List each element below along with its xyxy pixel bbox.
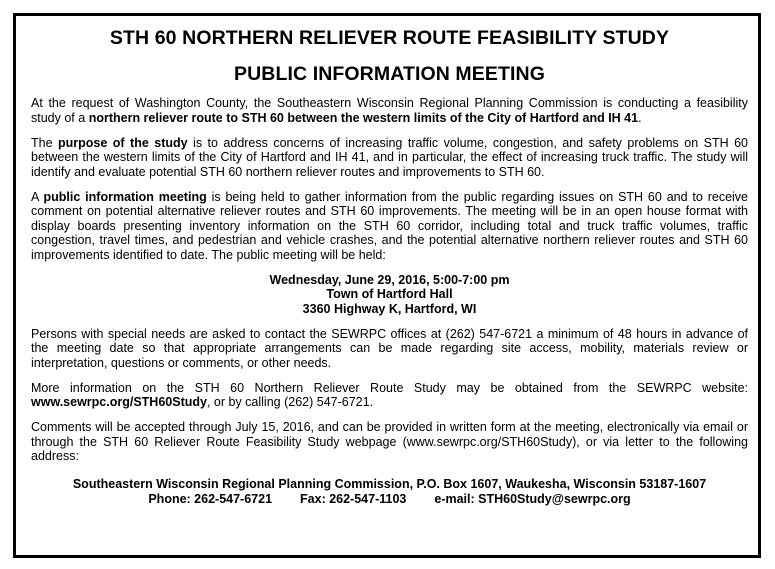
purpose-bold: purpose of the study [58, 135, 188, 150]
notice-subtitle: PUBLIC INFORMATION MEETING [234, 63, 545, 85]
meeting-address: 3360 Highway K, Hartford, WI [302, 301, 477, 316]
purpose-text-start: The [31, 135, 58, 150]
meeting-details [31, 273, 748, 317]
meeting-date: Wednesday, June 29, 2016, 5:00-7:00 pm [269, 272, 510, 287]
notice-title: STH 60 NORTHERN RELIEVER ROUTE FEASIBILITY STUDY [109, 27, 670, 49]
website-link[interactable]: www.sewrpc.org/STH60Study [31, 395, 207, 409]
meeting-bold: public information meeting [43, 189, 207, 204]
more-info-end: , or by calling (262) 547-6721. [206, 395, 374, 409]
footer-org: Southeastern Wisconsin Regional Planning Commission, P.O. Box 1607, Waukesha, Wisconsin 53187-1607 [72, 476, 707, 491]
special-needs-paragraph: Persons with special needs are asked to contact the SEWRPC offices at (262) 547-6721 a minimum of 48 hours in advance of the meeting date so that appropriate arrangements can be made regarding site access, mobility, materials review or interpretation, questions or comments, or other needs. [31, 326, 748, 370]
notice-frame [13, 13, 761, 558]
more-info-text: More information on the STH 60 Northern Reliever Route Study may be obtained from the SEWRPC website: [31, 380, 748, 395]
intro-bold: northern reliever route to STH 60 between the western limits of the City of Hartford and IH 41 [88, 110, 639, 125]
intro-end: . [638, 110, 642, 125]
meeting-venue: Town of Hartford Hall [326, 287, 453, 301]
meeting-paragraph [31, 190, 748, 263]
meeting-text: is being held to gather information from the public regarding issues on STH 60 and to receive comment on potential alternative reliever routes and STH 60 improvements. The meeting will be in an open house format with display boards presenting inventory information on the STH 60 corridor, including total and truck traffic volumes, traffic congestion, travel times, and pedestrian and vehicle crashes, and the potential alternative northern reliever routes and STH 60 improvements identified to date. The public meeting will be held: [31, 189, 748, 262]
intro-paragraph [31, 96, 748, 125]
footer-email[interactable]: e-mail: STH60Study@sewrpc.org [434, 491, 631, 506]
more-info-paragraph [31, 381, 748, 410]
contact-footer [31, 477, 748, 507]
meeting-text-start: A [31, 189, 44, 204]
purpose-paragraph [31, 136, 748, 180]
footer-phone: Phone: 262-547-6721 [148, 491, 273, 506]
purpose-text: is to address concerns of increasing traffic volume, congestion, and safety problems on STH 60 between the western limits of the City of Hartford and IH 41, and in particular, the effect of increasing truck traffic. The study will identify and evaluate potential STH 60 northern reliever routes and improvements to STH 60. [31, 135, 748, 179]
footer-fax: Fax: 262-547-1103 [300, 491, 407, 506]
footer-contacts [31, 492, 748, 507]
intro-text: At the request of Washington County, the Southeastern Wisconsin Regional Planning Commission is conducting a feasibility study of a [31, 96, 748, 125]
comments-paragraph: Comments will be accepted through July 15, 2016, and can be provided in written form at the meeting, electronically via email or through the STH 60 Reliever Route Feasibility Study webpage (www.sewrpc.org/STH60Study), or via letter to the following address: [31, 420, 748, 463]
